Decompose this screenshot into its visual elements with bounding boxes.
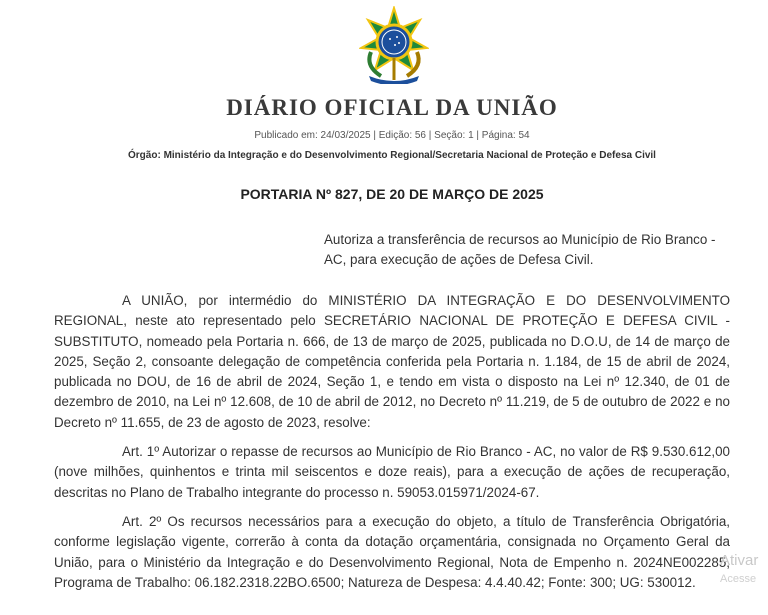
page-title: DIÁRIO OFICIAL DA UNIÃO [226, 95, 558, 120]
orgao-line [0, 150, 768, 161]
brasao-icon [359, 6, 429, 84]
watermark-line-2: Acesse [720, 573, 757, 585]
paragraph-art-2: Art. 2º Os recursos necessários para a execução do objeto, a título de Transferência Obrigatória, conforme legislação vigente, correrão à conta da dotação orçamentária, consignada no Orçamento Geral da União, para o Ministério da Integração e do Desenvolvimento Regional, Nota de Empenho n. 2024NE002285, Programa de Trabalho: 06.182.2318.22BO.6500; Natureza de Despesa: 4.4.40.42; Fonte: 300; UG: 530012. [54, 513, 730, 590]
orgao-value: Ministério da Integração e do Desenvolvimento Regional/Secretaria Nacional de Proteção e Defesa Civil [163, 150, 656, 161]
document-body [54, 291, 730, 602]
orgao-label: Órgão: [128, 150, 161, 161]
ementa: Autoriza a transferência de recursos ao Município de Rio Branco - AC, para execução de ações de Defesa Civil. [324, 232, 716, 267]
publication-info: Publicado em: 24/03/2025 | Edição: 56 | Seção: 1 | Página: 54 [254, 130, 530, 141]
document-heading: PORTARIA Nº 827, DE 20 DE MARÇO DE 2025 [240, 186, 544, 202]
paragraph-preamble: A UNIÃO, por intermédio do MINISTÉRIO DA INTEGRAÇÃO E DO DESENVOLVIMENTO REGIONAL, neste ato representado pelo SECRETÁRIO NACIONAL DE PROTEÇÃO E DEFESA CIVIL - SUBSTITUTO, nomeado pela Portaria n. 666, de 13 de março de 2025, publicada no D.O.U, de 14 de março de 2025, Seção 2, consoante delegação de competência conferida pela Portaria n. 1.184, de 15 de abril de 2024, publicada no DOU, de 16 de abril de 2024, Seção 1, e tendo em vista o disposto na Lei nº 12.340, de 01 de dezembro de 2010, na Lei nº 12.608, de 10 de abril de 2012, no Decreto nº 11.219, de 5 de outubro de 2022 e no Decreto nº 11.655, de 23 de agosto de 2023, resolve: [54, 293, 730, 430]
watermark-line-1: Ativar [720, 552, 759, 569]
paragraph-art-1: Art. 1º Autorizar o repasse de recursos ao Município de Rio Branco - AC, no valor de R$ 9.530.612,00 (nove milhões, quinhentos e trinta mil seiscentos e doze reais), para a execução de ações de recuperação, descritas no Plano de Trabalho integrante do processo n. 59053.015971/2024-67. [54, 444, 730, 500]
activation-watermark [720, 552, 758, 585]
